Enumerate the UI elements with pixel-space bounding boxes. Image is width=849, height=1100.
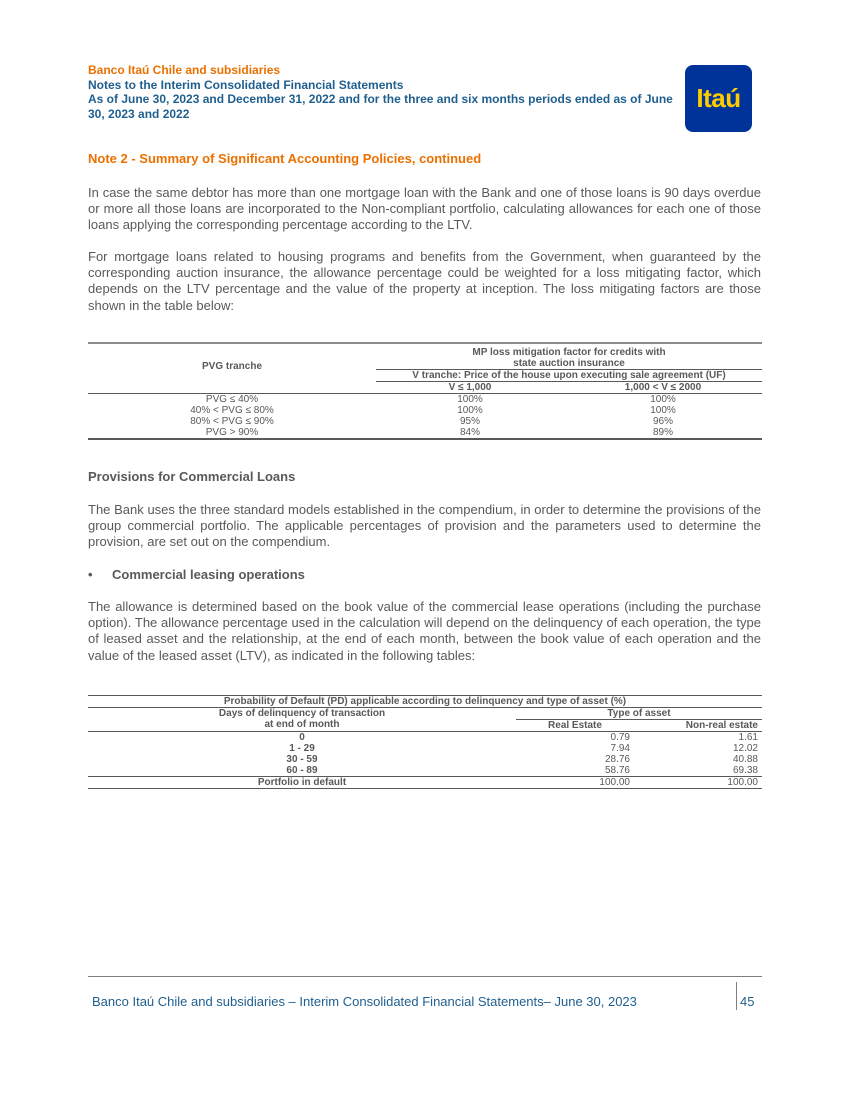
- delinquency-header: [88, 708, 516, 732]
- pvg-tranche-header: PVG tranche: [201, 361, 263, 373]
- footer-text: Banco Itaú Chile and subsidiaries – Interim Consolidated Financial Statements– June 30, 2023: [92, 994, 637, 1009]
- v-high-header: 1,000 < V ≤ 2000: [624, 382, 702, 393]
- v-tranche-header: V tranche: Price of the house upon executing sale agreement (UF): [376, 370, 762, 382]
- table-row: 30 - 59 28.76 40.88: [286, 754, 758, 765]
- bullet-symbol: •: [88, 567, 93, 582]
- header-subtitle: Notes to the Interim Consolidated Financial Statements: [88, 77, 404, 92]
- footer-separator: [736, 982, 737, 1010]
- footer-divider: [88, 976, 762, 977]
- document-header: [88, 63, 678, 121]
- paragraph-housing-programs: For mortgage loans related to housing programs and benefits from the Government, when guaranteed by the corresponding auction insurance, the allowance percentage could be weighted for a loss mitigating factor, which depends on the LTV percentage and the value of the property at inception. The loss mitigating factors are those shown in the table below:: [88, 249, 761, 313]
- logo-text: Itaú: [696, 83, 741, 113]
- pd-table-title: Probability of Default (PD) applicable according to delinquency and type of asset (%): [223, 696, 627, 707]
- table-row: PVG > 90% 84% 89%: [88, 427, 762, 439]
- table-row: 80% < PVG ≤ 90% 95% 96%: [190, 416, 673, 427]
- leasing-bullet: [88, 567, 305, 582]
- table-row: Portfolio in default 100.00 100.00: [88, 777, 762, 789]
- commercial-loans-heading: Provisions for Commercial Loans: [88, 469, 296, 484]
- paragraph-standard-models: The Bank uses the three standard models established in the compendium, in order to determine the provisions of the group commercial portfolio. The applicable percentages of provision and the parameters used to determine the provision, are set out on the compendium.: [88, 502, 761, 550]
- table-row: 0 0.79 1.61: [88, 732, 762, 744]
- table-row: 60 - 89 58.76 69.38: [286, 765, 758, 776]
- real-estate-header: Real Estate: [548, 720, 602, 731]
- paragraph-allowance: The allowance is determined based on the book value of the commercial lease operations (including the purchase option). The allowance percentage used in the calculation will depend on the delinquency of each operation, the type of leased asset and the relationship, at the end of each month, between the book value of each operation and the value of the leased asset (LTV), as indicated in the following tables:: [88, 599, 761, 663]
- asset-type-header: Type of asset: [516, 708, 762, 720]
- note-title: Note 2 - Summary of Significant Accounting Policies, continued: [88, 151, 482, 166]
- mp-factor-header-line1: MP loss mitigation factor for credits with: [472, 347, 666, 358]
- itau-logo: [685, 65, 752, 132]
- table-row: PVG ≤ 40% 100% 100%: [205, 394, 676, 405]
- page-number: 45: [740, 994, 755, 1009]
- loss-mitigation-table: [88, 342, 762, 440]
- header-period: As of June 30, 2023 and December 31, 2022 and for the three and six months periods ended as of June 30, 2023 and 2022: [88, 92, 673, 121]
- mp-factor-header: [376, 343, 762, 370]
- company-name: Banco Itaú Chile and subsidiaries: [88, 63, 281, 77]
- probability-default-table: [88, 695, 762, 789]
- empty-header-cell: [88, 382, 376, 394]
- table-row: 1 - 29 7.94 12.02: [289, 743, 758, 754]
- v-low-header: V ≤ 1,000: [448, 382, 492, 393]
- mp-factor-header-line2: state auction insurance: [513, 358, 625, 369]
- paragraph-debtor-loans: In case the same debtor has more than one mortgage loan with the Bank and one of those loans is 90 days overdue or more all those loans are incorporated to the Non-compliant portfolio, calculating allowances for each one of those loans applying the corresponding percentage according to the LTV.: [88, 185, 761, 233]
- leasing-heading: Commercial leasing operations: [112, 567, 305, 582]
- delinquency-header-line1: Days of delinquency of transaction: [218, 708, 386, 719]
- table-row: 40% < PVG ≤ 80% 100% 100%: [190, 405, 676, 416]
- delinquency-header-line2: at end of month: [264, 719, 340, 730]
- non-real-estate-header: Non-real estate: [685, 720, 758, 731]
